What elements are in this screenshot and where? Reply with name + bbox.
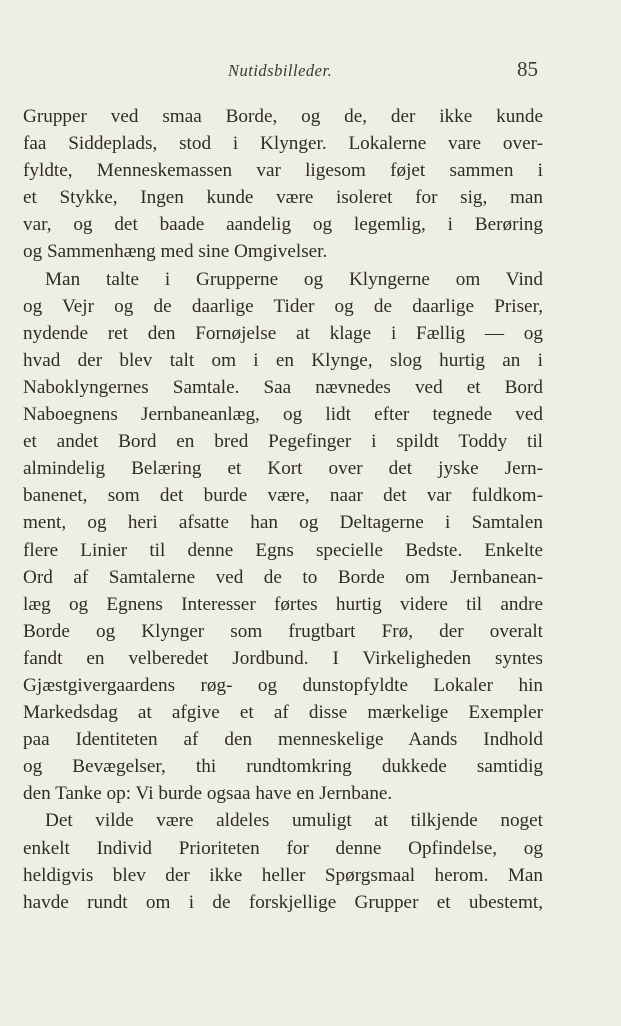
text-line: flere Linier til denne Egns specielle Bedste. Enkelte — [23, 539, 543, 561]
text-line: hvad der blev talt om i en Klynge, slog hurtig an i — [23, 349, 543, 371]
text-line: fandt en velberedet Jordbund. I Virkeligheden syntes — [23, 647, 543, 669]
page-number: 85 — [517, 57, 538, 81]
text-line: Naboegnens Jernbaneanlæg, og lidt efter tegnede ved — [23, 404, 543, 426]
text-line: banenet, som det burde være, naar det var fuldkom- — [23, 485, 543, 507]
text-line: den Tanke op: Vi burde ogsaa have en Jernbane. — [23, 783, 393, 805]
running-head — [0, 57, 621, 87]
text-line: og Bevægelser, thi rundtomkring dukkede samtidig — [23, 756, 543, 778]
text-line: og Vejr og de daarlige Tider og de daarlige Priser, — [23, 295, 543, 317]
text-line: Borde og Klynger som frugtbart Frø, der overalt — [23, 620, 543, 642]
text-line: almindelig Belæring et Kort over det jyske Jern- — [23, 458, 543, 480]
text-line: havde rundt om i de forskjellige Grupper et ubestemt, — [23, 891, 543, 913]
text-line: Grupper ved smaa Borde, og de, der ikke kunde — [23, 106, 543, 127]
text-line: var, og det baade aandelig og legemlig, i Berøring — [23, 214, 543, 236]
running-title: Nutidsbilleder. — [228, 61, 333, 80]
text-line: enkelt Individ Prioriteten for denne Opfindelse, og — [23, 837, 543, 859]
text-line: fyldte, Menneskemassen var ligesom føjet sammen i — [23, 160, 543, 182]
text-line: paa Identiteten af den menneskelige Aands Indhold — [23, 729, 543, 751]
text-line: læg og Egnens Interesser førtes hurtig videre til andre — [23, 593, 543, 615]
body-text — [23, 103, 543, 916]
text-line: Man talte i Grupperne og Klyngerne om Vind — [45, 268, 543, 290]
text-line: Markedsdag at afgive et af disse mærkelige Exempler — [23, 702, 543, 724]
text-line: faa Siddeplads, stod i Klynger. Lokalerne vare over- — [23, 133, 543, 155]
text-line: Gjæstgivergaardens røg- og dunstopfyldte Lokaler hin — [23, 674, 543, 696]
text-line: Ord af Samtalerne ved de to Borde om Jernbanean- — [23, 566, 543, 588]
text-line: Det vilde være aldeles umuligt at tilkjende noget — [45, 810, 543, 832]
text-line: et andet Bord en bred Pegefinger i spildt Toddy til — [23, 431, 543, 453]
text-line: nydende ret den Fornøjelse at klage i Fællig — og — [23, 322, 543, 344]
text-line: et Stykke, Ingen kunde være isoleret for sig, man — [23, 187, 543, 209]
text-line: heldigvis blev der ikke heller Spørgsmaal herom. Man — [23, 864, 543, 886]
text-line: ment, og heri afsatte han og Deltagerne i Samtalen — [23, 512, 543, 534]
text-line: Naboklyngernes Samtale. Saa nævnedes ved et Bord — [23, 376, 543, 398]
text-line: og Sammenhæng med sine Omgivelser. — [23, 241, 328, 263]
